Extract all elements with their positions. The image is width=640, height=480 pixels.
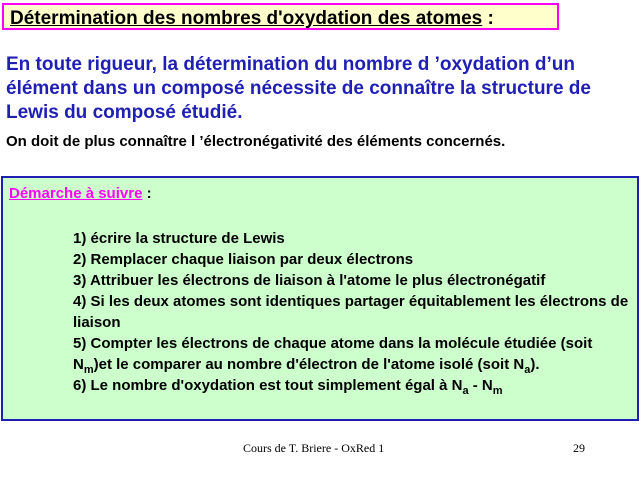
step-5-part-a: 5) Compter les électrons de chaque atome dans la molécule étudiée (soit N bbox=[73, 335, 593, 373]
procedure-heading bbox=[9, 185, 152, 202]
slide-title-colon: : bbox=[482, 8, 494, 29]
electronegativity-note: On doit de plus connaître l ’électronégativité des éléments concernés. bbox=[6, 133, 506, 150]
step-5 bbox=[73, 333, 635, 375]
step-6 bbox=[73, 375, 635, 396]
slide-title: Détermination des nombres d'oxydation des atomes bbox=[10, 8, 483, 29]
procedure-heading-label: Démarche à suivre bbox=[9, 185, 143, 202]
procedure-box bbox=[1, 176, 639, 421]
step-3: 3) Attribuer les électrons de liaison à l'atome le plus électronégatif bbox=[73, 272, 546, 289]
procedure-steps bbox=[73, 228, 635, 396]
intro-paragraph: En toute rigueur, la détermination du nombre d ’oxydation d’un élément dans un composé nécessite de connaître la structure de Lewis du composé étudié. bbox=[6, 54, 591, 123]
step-2: 2) Remplacer chaque liaison par deux électrons bbox=[73, 251, 414, 268]
step-6-sub-a: a bbox=[462, 385, 469, 397]
step-6-part-a: 6) Le nombre d'oxydation est tout simplement égal à N bbox=[73, 377, 463, 394]
step-5-part-b: )et le comparer au nombre d'électron de l'atome isolé (soit N bbox=[93, 356, 525, 373]
procedure-heading-colon: : bbox=[142, 185, 152, 202]
step-5-sub-m: m bbox=[83, 364, 94, 376]
page-number: 29 bbox=[573, 441, 585, 455]
step-5-sub-a: a bbox=[524, 364, 531, 376]
slide-title-box bbox=[2, 3, 559, 30]
step-5-part-c: ). bbox=[530, 356, 540, 373]
footer-credit: Cours de T. Briere - OxRed 1 bbox=[243, 441, 385, 455]
step-6-part-b: - N bbox=[468, 377, 493, 394]
step-1: 1) écrire la structure de Lewis bbox=[73, 230, 285, 247]
step-6-sub-m: m bbox=[492, 385, 503, 397]
step-4: 4) Si les deux atomes sont identiques partager équitablement les électrons de liaison bbox=[73, 293, 629, 331]
